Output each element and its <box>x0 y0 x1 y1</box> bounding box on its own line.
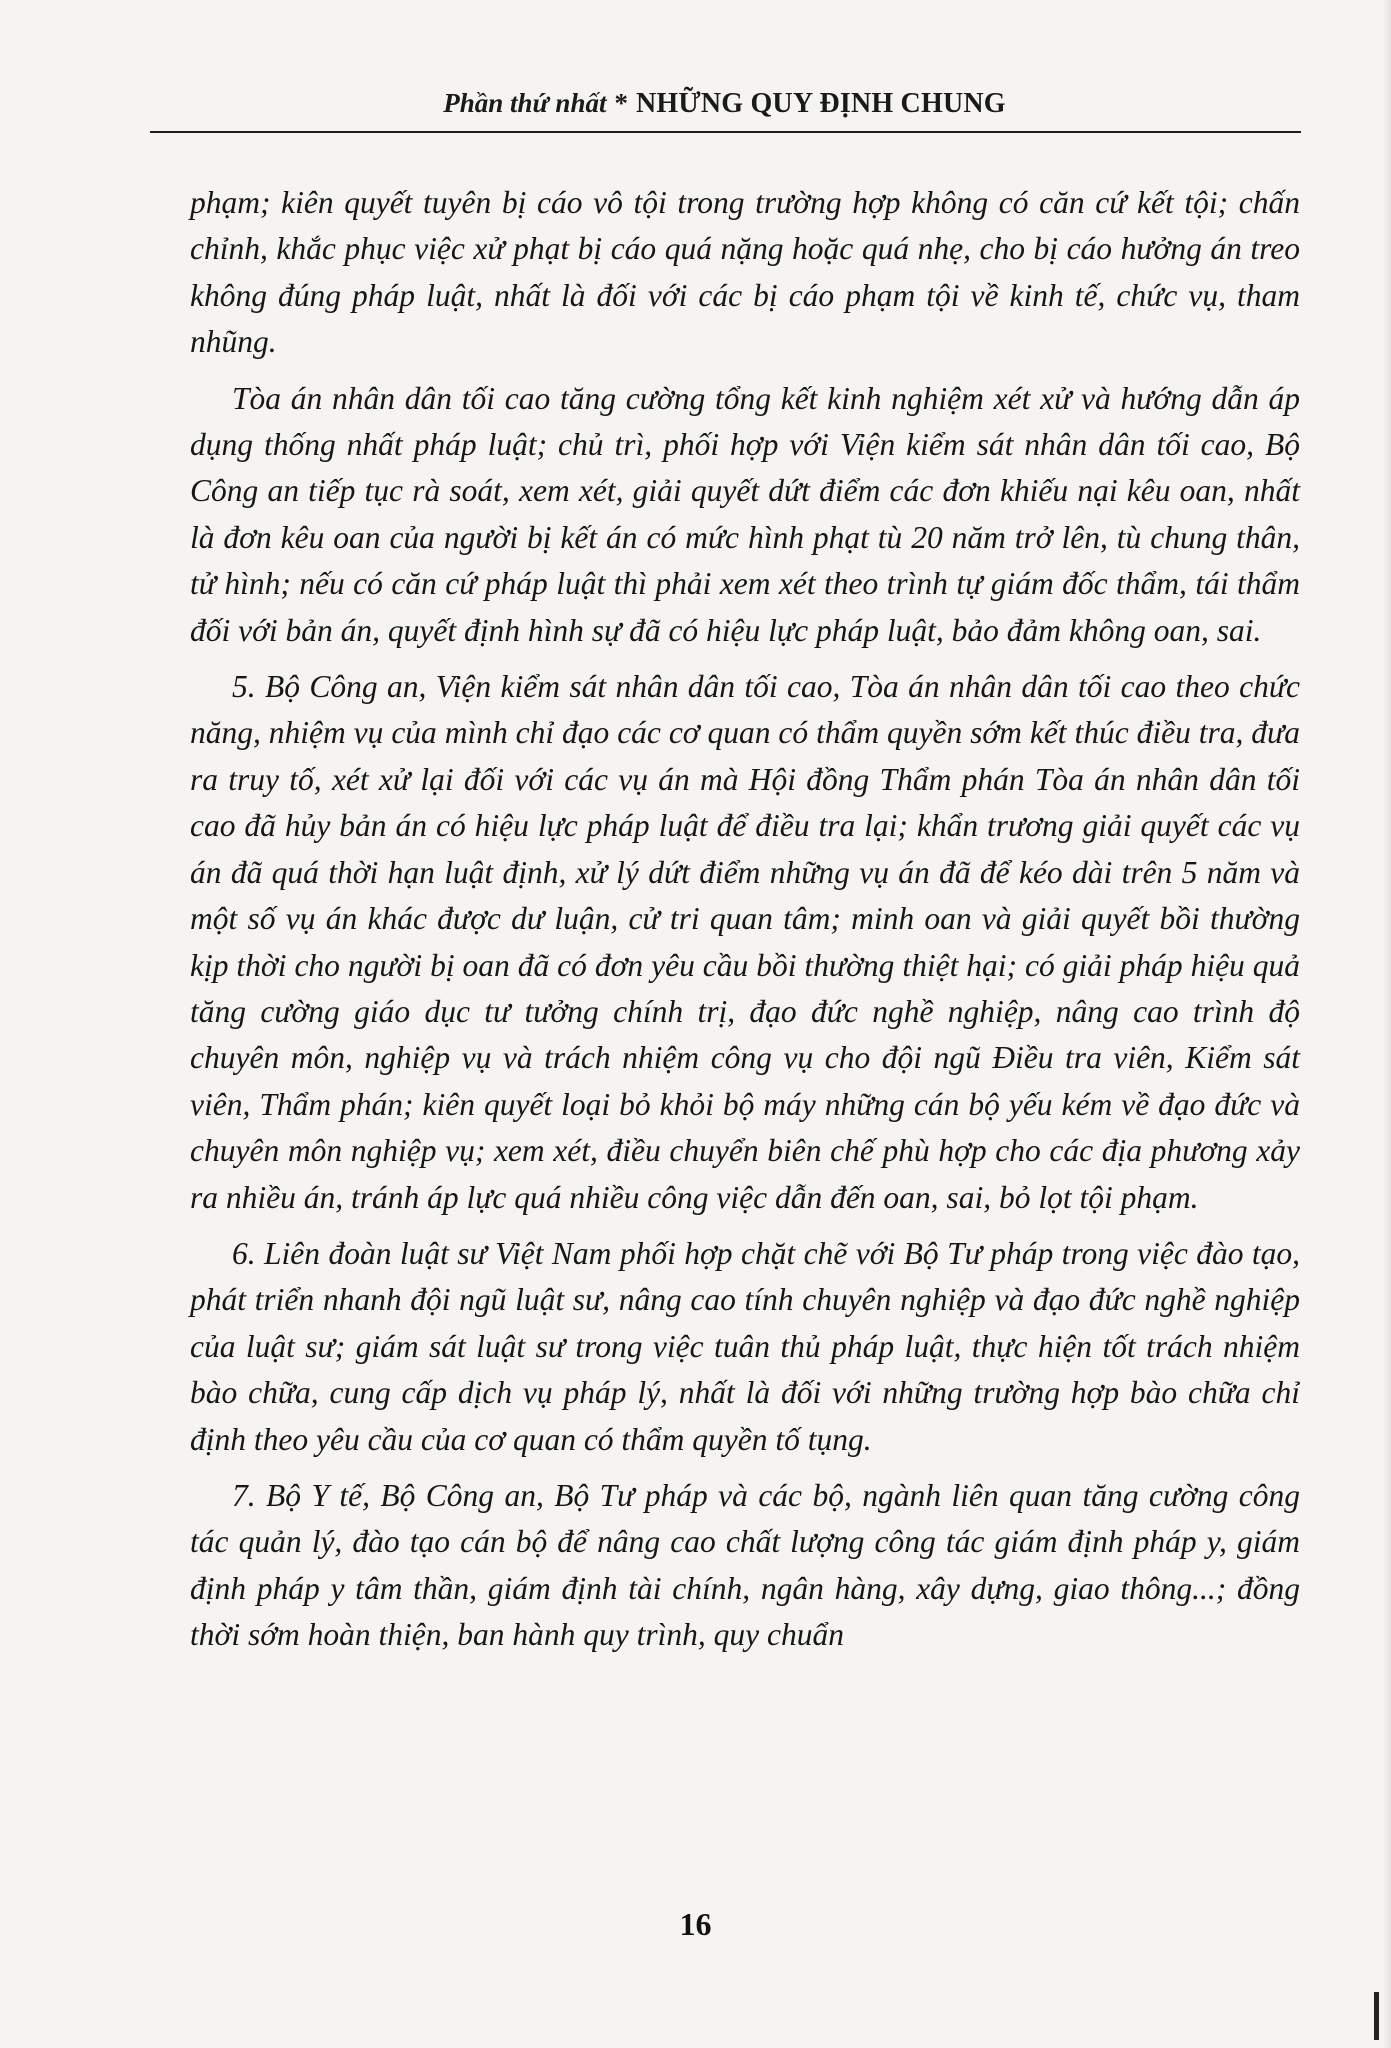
header-separator: * <box>614 88 628 118</box>
page-number: 16 <box>679 1906 712 1942</box>
paragraph-item-5: 5. Bộ Công an, Viện kiểm sát nhân dân tối cao, Tòa án nhân dân tối cao theo chức năng, nhiệm vụ của mình chỉ đạo các cơ quan có thẩm quyền sớm kết thúc điều tra, đưa ra truy tố, xét xử lại đối với các vụ án mà Hội đồng Thẩm phán Tòa án nhân dân tối cao đã hủy bản án có hiệu lực pháp luật để điều tra lại; khẩn trương giải quyết các vụ án đã quá thời hạn luật định, xử lý dứt điểm những vụ án đã để kéo dài trên 5 năm và một số vụ án khác được dư luận, cử tri quan tâm; minh oan và giải quyết bồi thường kịp thời cho người bị oan đã có đơn yêu cầu bồi thường thiệt hại; có giải pháp hiệu quả tăng cường giáo dục tư tưởng chính trị, đạo đức nghề nghiệp, nâng cao trình độ chuyên môn, nghiệp vụ và trách nhiệm công vụ cho đội ngũ Điều tra viên, Kiểm sát viên, Thẩm phán; kiên quyết loại bỏ khỏi bộ máy những cán bộ yếu kém về đạo đức và chuyên môn nghiệp vụ; xem xét, điều chuyển biên chế phù hợp cho các địa phương xảy ra nhiều án, tránh áp lực quá nhiều công việc dẫn đến oan, sai, bỏ lọt tội phạm. <box>190 669 1300 1215</box>
paragraph: Tòa án nhân dân tối cao tăng cường tổng kết kinh nghiệm xét xử và hướng dẫn áp dụng thống nhất pháp luật; chủ trì, phối hợp với Viện kiểm sát nhân dân tối cao, Bộ Công an tiếp tục rà soát, xem xét, giải quyết dứt điểm các đơn khiếu nại kêu oan, nhất là đơn kêu oan của người bị kết án có mức hình phạt tù 20 năm trở lên, tù chung thân, tử hình; nếu có căn cứ pháp luật thì phải xem xét theo trình tự giám đốc thẩm, tái thẩm đối với bản án, quyết định hình sự đã có hiệu lực pháp luật, bảo đảm không oan, sai. <box>190 380 1300 648</box>
paragraph-item-6: 6. Liên đoàn luật sư Việt Nam phối hợp chặt chẽ với Bộ Tư pháp trong việc đào tạo, phát triển nhanh đội ngũ luật sư, nâng cao tính chuyên nghiệp và đạo đức nghề nghiệp của luật sư; giám sát luật sư trong việc tuân thủ pháp luật, thực hiện tốt trách nhiệm bào chữa, cung cấp dịch vụ pháp lý, nhất là đối với những trường hợp bào chữa chỉ định theo yêu cầu của cơ quan có thẩm quyền tố tụng. <box>190 1235 1300 1457</box>
page-corner-mark <box>1374 1992 1379 2040</box>
header-rule <box>150 131 1301 133</box>
paragraph-continued: phạm; kiên quyết tuyên bị cáo vô tội trong trường hợp không có căn cứ kết tội; chấn chỉnh, khắc phục việc xử phạt bị cáo quá nặng hoặc quá nhẹ, cho bị cáo hưởng án treo không đúng pháp luật, nhất là đối với các bị cáo phạm tội về kinh tế, chức vụ, tham nhũng. <box>190 185 1300 360</box>
paragraph-item-7: 7. Bộ Y tế, Bộ Công an, Bộ Tư pháp và các bộ, ngành liên quan tăng cường công tác quản lý, đào tạo cán bộ để nâng cao chất lượng công tác giám định pháp y, giám định pháp y tâm thần, giám định tài chính, ngân hàng, xây dựng, giao thông...; đồng thời sớm hoàn thiện, ban hành quy trình, quy chuẩn <box>190 1477 1300 1653</box>
header-title: NHỮNG QUY ĐỊNH CHUNG <box>635 88 1006 119</box>
running-header <box>148 88 1301 128</box>
page-edge-shadow <box>1383 0 1391 2048</box>
body-text <box>190 180 1300 1669</box>
header-section-label: Phần thứ nhất <box>443 88 607 118</box>
